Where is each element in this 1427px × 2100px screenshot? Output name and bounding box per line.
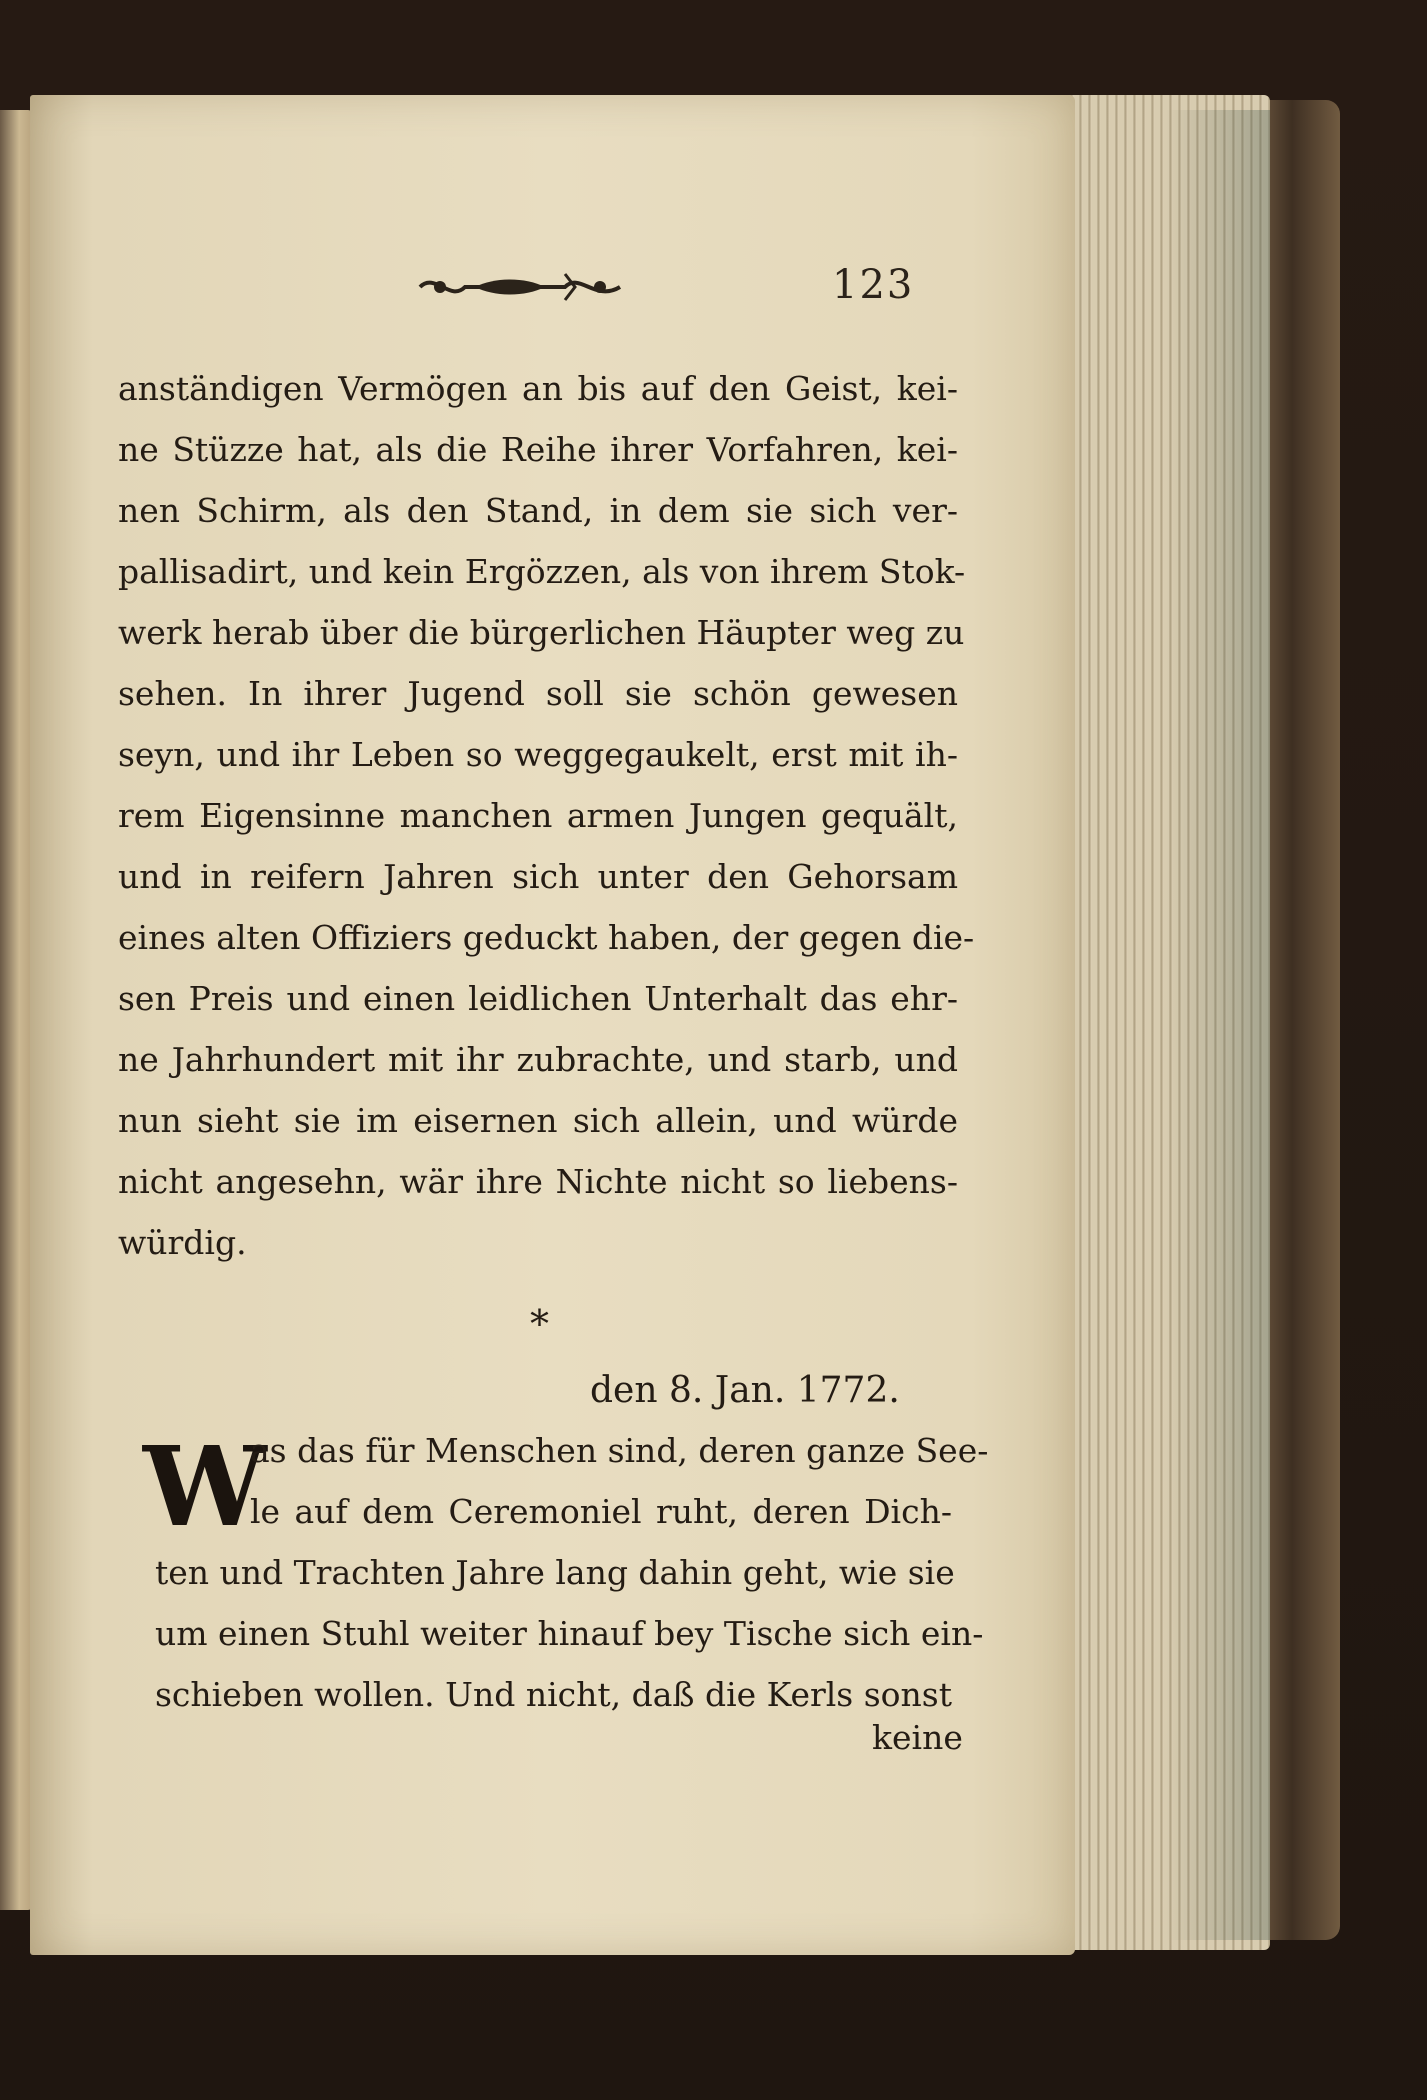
catchword: keine xyxy=(872,1718,963,1757)
facing-page-edge xyxy=(0,110,32,1910)
letter-date: den 8. Jan. 1772. xyxy=(590,1370,900,1411)
text-line: würdig. xyxy=(118,1223,247,1262)
text-line: ne Jahrhundert mit ihr zubrachte, und starb, und xyxy=(118,1040,958,1079)
text-line: anständigen Vermögen an bis auf den Geist, kei- xyxy=(118,369,958,408)
text-line: ne Stüzze hat, als die Reihe ihrer Vorfahren, kei- xyxy=(118,430,958,469)
text-line: werk herab über die bürgerlichen Häupter weg zu xyxy=(118,613,965,652)
text-line: sehen. In ihrer Jugend soll sie schön gewesen xyxy=(118,674,958,713)
section-separator: * xyxy=(530,1302,549,1346)
text-line: seyn, und ihr Leben so weggegaukelt, erst mit ih- xyxy=(118,735,958,774)
page-edges-shade xyxy=(1165,110,1270,1940)
header-ornament xyxy=(415,262,625,312)
text-line: um einen Stuhl weiter hinauf bey Tische sich ein- xyxy=(155,1614,984,1653)
text-line: und in reifern Jahren sich unter den Gehorsam xyxy=(118,857,958,896)
text-line: pallisadirt, und kein Ergözzen, als von ihrem Stok- xyxy=(118,552,966,591)
text-line: rem Eigensinne manchen armen Jungen gequält, xyxy=(118,796,958,835)
text-line: as das für Menschen sind, deren ganze See- xyxy=(250,1431,989,1470)
text-line: schieben wollen. Und nicht, daß die Kerls sonst xyxy=(155,1675,952,1714)
page-number: 123 xyxy=(832,262,915,308)
text-line: nen Schirm, als den Stand, in dem sie sich ver- xyxy=(118,491,958,530)
paragraph-2-indented xyxy=(250,1420,989,1542)
text-line: eines alten Offiziers geduckt haben, der gegen die- xyxy=(118,918,975,957)
paragraph-2 xyxy=(155,1542,984,1725)
text-line: ten und Trachten Jahre lang dahin geht, wie sie xyxy=(155,1553,955,1592)
drop-cap: W xyxy=(143,1422,267,1551)
paragraph-1 xyxy=(118,358,975,1273)
text-line: le auf dem Ceremoniel ruht, deren Dich- xyxy=(250,1492,952,1531)
text-line: nun sieht sie im eisernen sich allein, und würde xyxy=(118,1101,958,1140)
text-line: sen Preis und einen leidlichen Unterhalt das ehr- xyxy=(118,979,958,1018)
text-line: nicht angesehn, wär ihre Nichte nicht so liebens- xyxy=(118,1162,958,1201)
